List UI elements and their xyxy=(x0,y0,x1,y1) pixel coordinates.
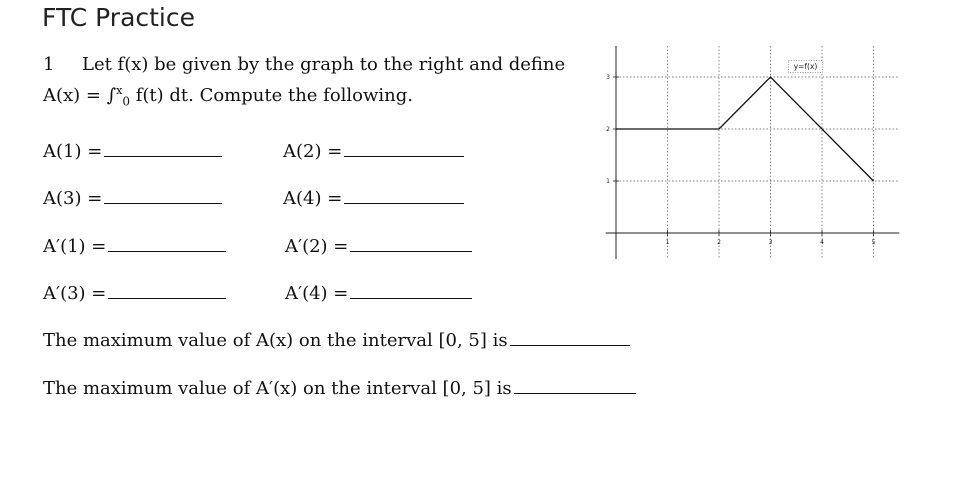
integral-lower-limit: 0 xyxy=(122,94,130,109)
x-tick-label: 1 xyxy=(665,239,670,246)
answer-blank[interactable] xyxy=(104,191,222,204)
legend-label: y=f(x) xyxy=(793,62,818,72)
answer-a-prime-1 xyxy=(43,236,226,257)
series-line xyxy=(616,77,874,181)
answer-label: A′(3) = xyxy=(43,283,107,304)
answer-label: A(1) = xyxy=(43,141,103,162)
answer-blank[interactable] xyxy=(350,239,472,252)
y-tick-label: 2 xyxy=(606,126,610,133)
answer-blank[interactable] xyxy=(108,239,226,252)
question-text: The maximum value of A(x) on the interval [0, 5] is xyxy=(43,330,508,351)
integral-prefix: A(x) = ∫ xyxy=(43,85,117,106)
answer-label: A(3) = xyxy=(43,188,103,209)
answer-label: A(4) = xyxy=(283,188,343,209)
page-title: FTC Practice xyxy=(42,3,196,32)
x-tick-label: 4 xyxy=(820,239,824,246)
answer-a2 xyxy=(283,141,464,162)
answer-blank[interactable] xyxy=(108,286,226,299)
answer-blank[interactable] xyxy=(350,286,472,299)
answer-label: A(2) = xyxy=(283,141,343,162)
x-tick-label: 3 xyxy=(768,239,773,246)
answer-label: A′(4) = xyxy=(285,283,349,304)
answer-a-prime-4 xyxy=(285,283,472,304)
answer-a4 xyxy=(283,188,464,209)
x-tick-label: 2 xyxy=(717,239,721,246)
max-a-question xyxy=(43,330,630,351)
answer-blank[interactable] xyxy=(514,381,636,394)
question-text: The maximum value of A′(x) on the interval [0, 5] is xyxy=(43,378,512,399)
function-graph xyxy=(585,45,915,270)
answer-a-prime-3 xyxy=(43,283,226,304)
integral-upper-limit: x xyxy=(116,84,123,97)
answer-blank[interactable] xyxy=(104,144,222,157)
x-tick-label: 5 xyxy=(871,239,876,246)
integral-suffix: f(t) dt. Compute the following. xyxy=(135,85,414,106)
answer-a1 xyxy=(43,141,222,162)
problem-statement-line1: Let f(x) be given by the graph to the right and define xyxy=(82,54,566,75)
answer-blank[interactable] xyxy=(344,144,464,157)
question-number: 1 xyxy=(43,54,55,75)
answer-label: A′(1) = xyxy=(43,236,107,257)
max-a-prime-question xyxy=(43,378,636,399)
problem-statement-line2 xyxy=(43,84,413,109)
y-tick-label: 1 xyxy=(606,178,610,185)
y-tick-label: 3 xyxy=(606,74,610,81)
answer-a3 xyxy=(43,188,222,209)
answer-blank[interactable] xyxy=(344,191,464,204)
answer-a-prime-2 xyxy=(285,236,472,257)
answer-blank[interactable] xyxy=(510,333,630,346)
answer-label: A′(2) = xyxy=(285,236,349,257)
